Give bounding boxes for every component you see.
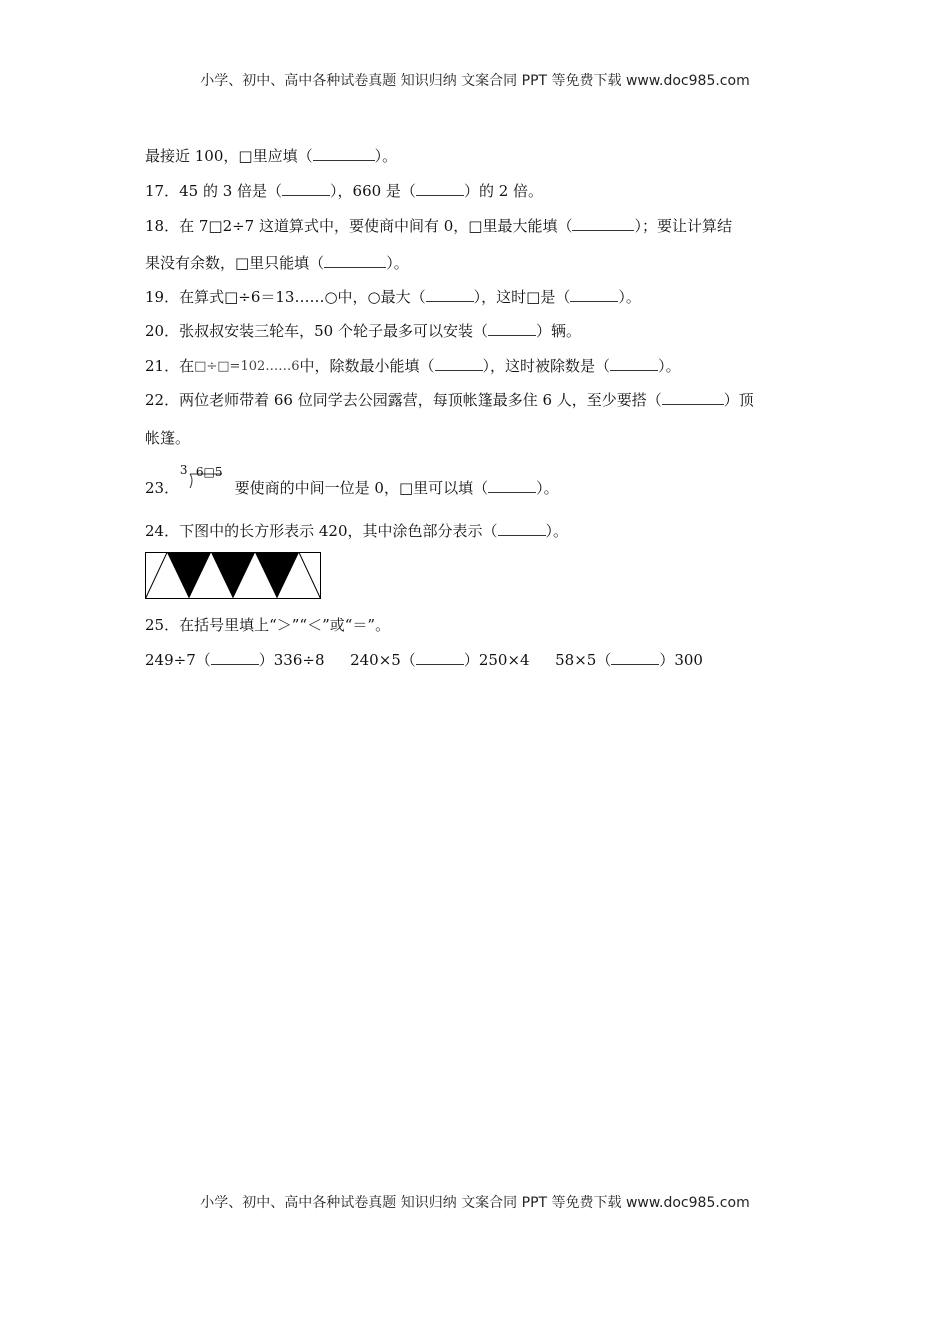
q21-text-d: ）。 [658,357,681,375]
question-19 [145,287,641,307]
answer-blank[interactable] [416,650,464,665]
answer-blank[interactable] [416,181,464,196]
q24-text-b: ）。 [545,522,569,540]
question-25-title: 25．在括号里填上“＞”“＜”或“＝”。 [145,616,391,634]
q18-text-c: 果没有余数，□里只能填（ [145,254,325,272]
q17-text-b: ），660 是（ [330,182,416,200]
answer-blank[interactable] [572,216,634,231]
q18-text-b: ）；要让计算结 [634,217,732,235]
question-18-line1 [145,216,732,236]
question-20 [145,321,581,341]
answer-blank[interactable] [313,146,375,161]
q24-text-a: 24．下图中的长方形表示 420，其中涂色部分表示（ [145,522,498,540]
q16-text-a: 最接近 100，□里应填（ [145,147,313,165]
compare-item [555,651,703,669]
shaded-rectangle-figure [145,552,322,600]
q23-text-a: 23． [145,479,180,497]
answer-blank[interactable] [498,521,546,536]
divisor-label: 3 [179,463,188,477]
compare-right: ）336÷8 [258,651,325,669]
question-18-line2 [145,253,409,273]
question-22-line1 [145,390,754,410]
compare-left: 240×5（ [350,651,416,669]
q18-text-d: ）。 [386,254,409,272]
question-22-line2 [145,428,190,448]
answer-blank[interactable] [610,356,658,371]
page-footer: 小学、初中、高中各种试卷真题 知识归纳 文案合同 PPT 等免费下载 www.doc985.com [200,1195,750,1211]
compare-item [145,651,325,669]
answer-blank[interactable] [426,287,474,302]
answer-blank[interactable] [211,650,259,665]
question-25-items [145,650,703,670]
answer-blank[interactable] [488,478,536,493]
question-21 [145,356,681,377]
compare-left: 249÷7（ [145,651,211,669]
compare-right: ）300 [659,651,703,669]
compare-left: 58×5（ [555,651,612,669]
q18-text-a: 18．在 7□2÷7 这道算式中，要使商中间有 0，□里最大能填（ [145,217,573,235]
q17-text-c: ）的 2 倍。 [463,182,544,200]
q21-text-b: 中，除数最小能填（ [299,357,435,375]
q23-text-c: ）。 [536,479,559,497]
q17-text-a: 17．45 的 3 倍是（ [145,182,283,200]
q22-text-a: 22．两位老师带着 66 位同学去公园露营，每顶帐篷最多住 6 人，至少要搭（ [145,391,662,409]
answer-blank[interactable] [611,650,659,665]
page-header: 小学、初中、高中各种试卷真题 知识归纳 文案合同 PPT 等免费下载 www.doc985.com [200,73,750,89]
q21-text-c: ），这时被除数是（ [482,357,611,375]
compare-right: ）250×4 [463,651,530,669]
q23-text-b: 要使商的中间一位是 0，□里可以填（ [234,479,489,497]
q22-text-b: ）顶 [723,391,754,409]
answer-blank[interactable] [662,390,724,405]
q22-text-c: 帐篷。 [145,429,191,447]
question-24 [145,521,568,541]
q20-text-a: 20．张叔叔安装三轮车，50 个轮子最多可以安装（ [145,322,488,340]
compare-item [350,651,530,669]
q19-text-c: ）。 [618,288,641,306]
question-23 [145,463,559,504]
answer-blank[interactable] [282,181,330,196]
answer-blank[interactable] [324,253,386,268]
question-17 [145,181,543,201]
answer-blank[interactable] [570,287,618,302]
q20-text-b: ）辆。 [535,322,581,340]
division-expression-image: □÷□=102……6 [194,359,300,374]
q19-text-b: ），这时□是（ [473,288,571,306]
dividend-label: 6□5 [195,465,223,479]
q21-text-a: 21．在 [145,357,195,375]
q19-text-a: 19．在算式□÷6＝13……○中，○最大（ [145,288,426,306]
question-16-tail [145,146,397,166]
answer-blank[interactable] [488,321,536,336]
long-division-figure [179,463,230,504]
answer-blank[interactable] [435,356,483,371]
q16-text-b: ）。 [374,147,398,165]
